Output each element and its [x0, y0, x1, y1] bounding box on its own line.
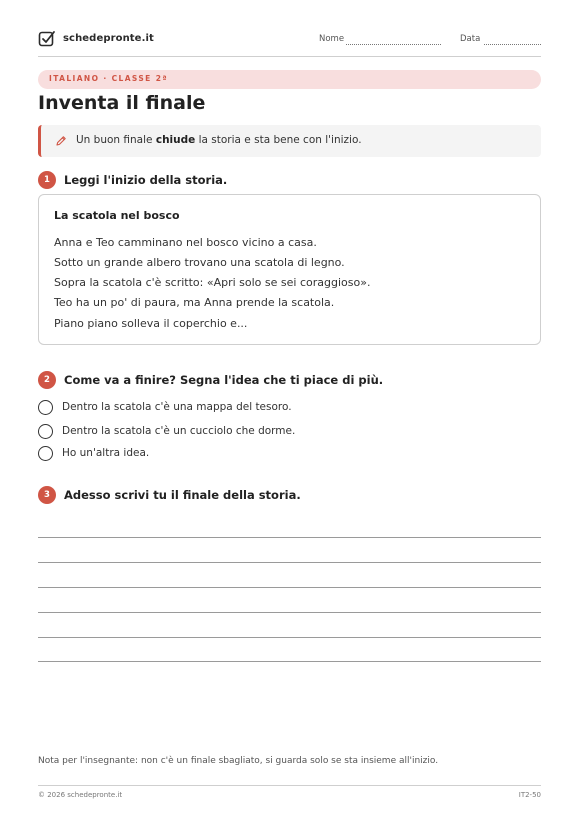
- writing-line[interactable]: [38, 661, 541, 662]
- step-number-badge: 3: [38, 486, 56, 504]
- option-label: Dentro la scatola c'è una mappa del tesoro.: [62, 401, 292, 413]
- subject-label: ITALIANO · CLASSE 2ª: [49, 74, 168, 83]
- section-3-label: Adesso scrivi tu il finale della storia.: [64, 488, 301, 502]
- header-divider: [38, 56, 541, 57]
- radio-button[interactable]: [38, 446, 53, 461]
- name-field[interactable]: [346, 44, 441, 45]
- step-number-badge: 1: [38, 171, 56, 189]
- pencil-icon: [55, 135, 67, 147]
- tip-box: [38, 125, 541, 157]
- page-title: Inventa il finale: [38, 92, 206, 114]
- footer-divider: [38, 785, 541, 786]
- page-header: [38, 30, 541, 52]
- writing-line[interactable]: [38, 537, 541, 538]
- writing-line[interactable]: [38, 637, 541, 638]
- date-label: Data: [460, 34, 481, 44]
- story-line: Sotto un grande albero trovano una scatola di legno.: [54, 256, 345, 269]
- writing-line[interactable]: [38, 562, 541, 563]
- checkbox-check-icon: [38, 30, 56, 48]
- story-line: Piano piano solleva il coperchio e...: [54, 317, 248, 330]
- teacher-note: Nota per l'insegnante: non c'è un finale sbagliato, si guarda solo se sta insieme all'inizio.: [38, 756, 439, 766]
- section-2-label: Come va a finire? Segna l'idea che ti piace di più.: [64, 373, 384, 387]
- section-1-label: Leggi l'inizio della storia.: [64, 173, 228, 187]
- story-box: [38, 194, 541, 345]
- tip-text: Un buon finale chiude la storia e sta bene con l'inizio.: [76, 134, 362, 146]
- tip-emphasis: chiude: [155, 134, 196, 146]
- date-field[interactable]: [484, 44, 541, 45]
- step-number-badge: 2: [38, 371, 56, 389]
- footer-code: IT2-50: [518, 791, 541, 799]
- story-line: Sopra la scatola c'è scritto: «Apri solo se sei coraggioso».: [54, 276, 371, 289]
- option-label: Dentro la scatola c'è un cucciolo che dorme.: [62, 425, 296, 437]
- footer-copyright: © 2026 schedepronte.it: [38, 791, 123, 799]
- writing-line[interactable]: [38, 587, 541, 588]
- writing-line[interactable]: [38, 612, 541, 613]
- worksheet-page: [38, 0, 541, 819]
- option-label: Ho un'altra idea.: [62, 447, 150, 459]
- story-line: Teo ha un po' di paura, ma Anna prende la scatola.: [54, 296, 335, 309]
- story-line: Anna e Teo camminano nel bosco vicino a casa.: [54, 236, 317, 249]
- story-title: La scatola nel bosco: [54, 209, 180, 222]
- radio-button[interactable]: [38, 424, 53, 439]
- radio-button[interactable]: [38, 400, 53, 415]
- brand-name: schedepronte.it: [63, 33, 154, 44]
- name-label: Nome: [319, 34, 345, 44]
- subject-badge: [38, 70, 541, 89]
